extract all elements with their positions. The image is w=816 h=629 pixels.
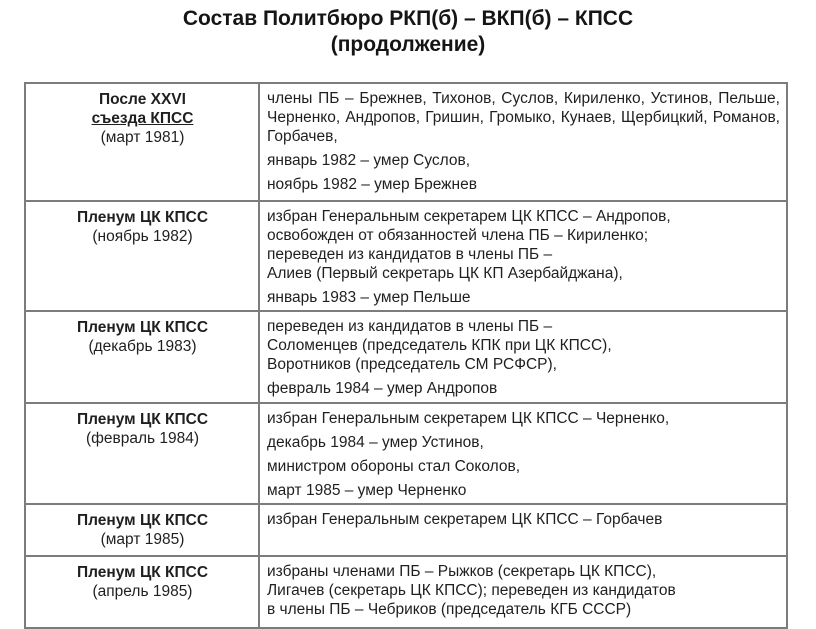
event-cell [25, 556, 259, 628]
detail-line: избран Генеральным секретарем ЦК КПСС – Черненко, [267, 410, 670, 427]
detail-line: избраны членами ПБ – Рыжков (секретарь ЦК КПСС), [267, 563, 657, 580]
event-cell [25, 504, 259, 556]
table-row [25, 556, 787, 628]
detail-line: февраль 1984 – умер Андропов [267, 380, 498, 397]
detail-line: Алиев (Первый секретарь ЦК КП Азербайджана), [267, 265, 623, 282]
event-date: (декабрь 1983) [88, 338, 197, 355]
event-title: Пленум ЦК КПСС [76, 411, 209, 428]
table-row [25, 403, 787, 504]
politburo-table [24, 82, 788, 629]
detail-line: Соломенцев (председатель КПК при ЦК КПСС), [267, 337, 612, 354]
table-row [25, 83, 787, 201]
event-title-line-2: съезда КПСС [91, 110, 194, 127]
event-details-cell [259, 201, 787, 311]
detail-line: министром обороны стал Соколов, [267, 458, 521, 475]
title-line-2: (продолжение) [330, 33, 486, 56]
event-details-cell [259, 83, 787, 201]
event-date: (февраль 1984) [85, 430, 200, 447]
detail-line: январь 1982 – умер Суслов, [267, 152, 471, 169]
table-row [25, 311, 787, 403]
event-title: Пленум ЦК КПСС [76, 319, 209, 336]
detail-line: январь 1983 – умер Пельше [267, 289, 471, 306]
table-row [25, 201, 787, 311]
event-cell [25, 403, 259, 504]
event-details-cell [259, 504, 787, 556]
detail-line: декабрь 1984 – умер Устинов, [267, 434, 484, 451]
detail-line: избран Генеральным секретарем ЦК КПСС – Андропов, [267, 208, 671, 225]
event-cell [25, 83, 259, 201]
event-date: (март 1985) [100, 531, 185, 548]
title-line-1: Состав Политбюро РКП(б) – ВКП(б) – КПСС [182, 7, 634, 30]
detail-line: члены ПБ – Брежнев, Тихонов, Суслов, Кириленко, Устинов, Пельше, Черненко, Андропов, Гришин, Громыко, Кунаев, Щербицкий, Романов, Горбачев, [267, 90, 780, 145]
event-title: Пленум ЦК КПСС [76, 512, 209, 529]
event-title: Пленум ЦК КПСС [76, 564, 209, 581]
event-cell [25, 201, 259, 311]
event-cell [25, 311, 259, 403]
detail-line: март 1985 – умер Черненко [267, 482, 467, 499]
detail-line: избран Генеральным секретарем ЦК КПСС – Горбачев [267, 511, 663, 528]
event-details-cell [259, 403, 787, 504]
event-details-cell [259, 556, 787, 628]
event-date: (ноябрь 1982) [92, 228, 193, 245]
event-date: (апрель 1985) [92, 583, 193, 600]
detail-line: переведен из кандидатов в члены ПБ – [267, 318, 553, 335]
event-details-cell [259, 311, 787, 403]
detail-line: переведен из кандидатов в члены ПБ – [267, 246, 553, 263]
document-title [0, 6, 816, 58]
event-title: Пленум ЦК КПСС [76, 209, 209, 226]
detail-line: освобожден от обязанностей члена ПБ – Кириленко; [267, 227, 649, 244]
table-row [25, 504, 787, 556]
detail-line: Лигачев (секретарь ЦК КПСС); переведен из кандидатов [267, 582, 676, 599]
event-date: (март 1981) [100, 129, 185, 146]
detail-line: ноябрь 1982 – умер Брежнев [267, 176, 477, 193]
detail-line: в члены ПБ – Чебриков (председатель КГБ СССР) [267, 601, 632, 618]
event-title: После XXVI [99, 91, 186, 108]
detail-line: Воротников (председатель СМ РСФСР), [267, 356, 557, 373]
